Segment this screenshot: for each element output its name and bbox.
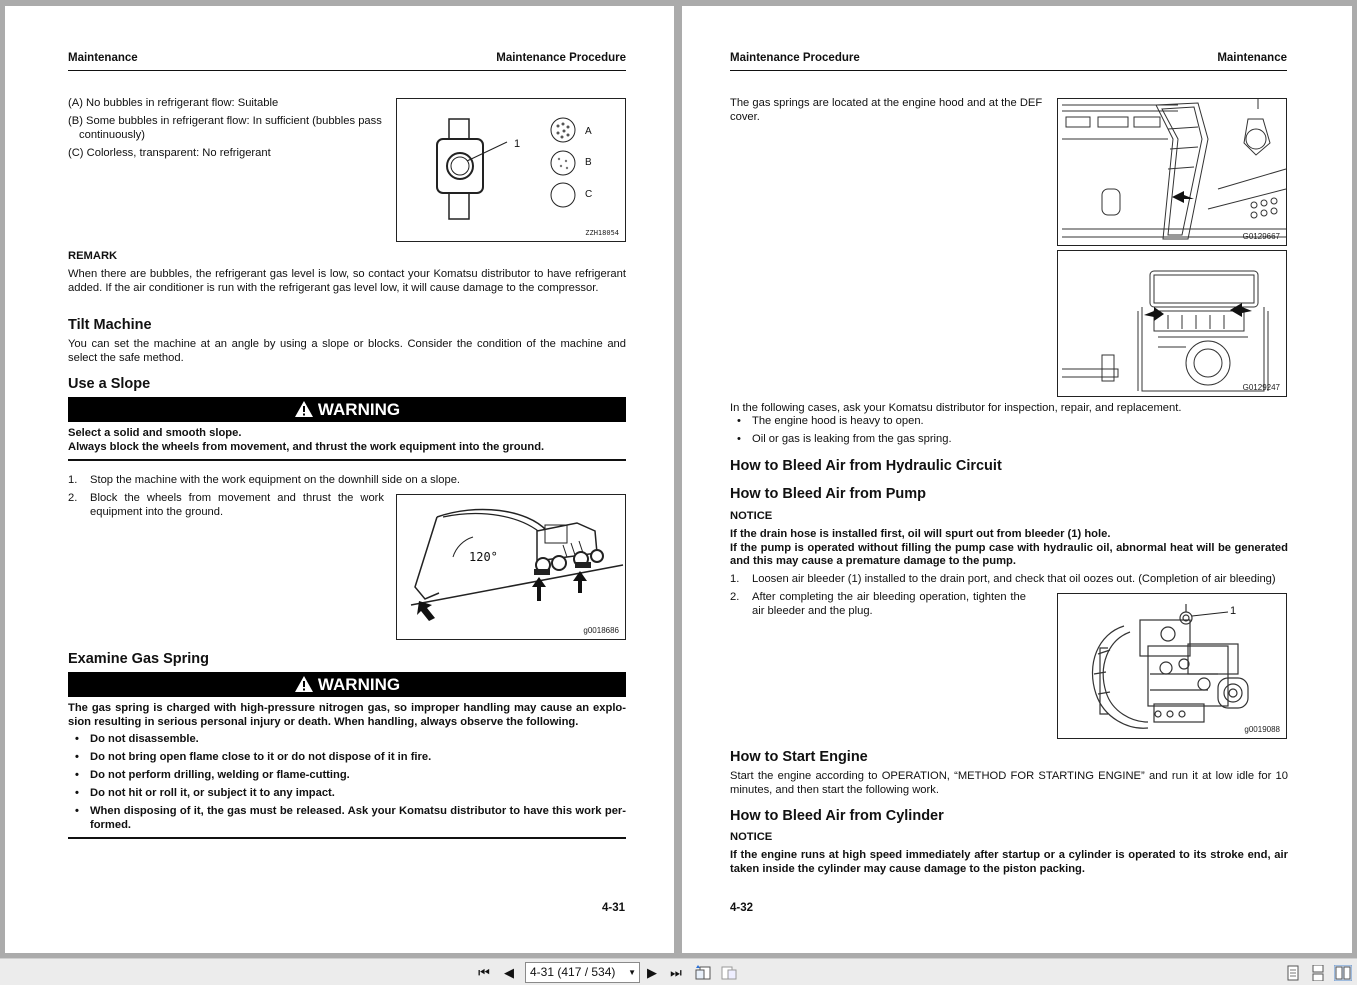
remark-text: When there are bubbles, the refrigerant gas level is low, so contact your Komatsu distributor to have refrigerant added. If the air conditioner is run with the refrigerant gas level low, it will cause damage to the compressor. bbox=[68, 268, 626, 294]
first-page-icon[interactable]: ⏮ bbox=[478, 965, 490, 980]
label-1: 1 bbox=[514, 138, 521, 150]
warning-triangle-icon bbox=[294, 400, 314, 418]
label-c: C bbox=[585, 189, 593, 200]
pump-figure bbox=[1057, 593, 1287, 739]
remark-title: REMARK bbox=[68, 250, 118, 262]
pump-step-2: 2. After completing the air bleeding operation, tighten the air bleeder and the plug. bbox=[730, 591, 1026, 617]
figure-caption: G0129667 bbox=[1242, 232, 1280, 241]
page-header bbox=[68, 52, 626, 71]
gas-bullet-3: • Do not perform drilling, welding or flame-cutting. bbox=[68, 769, 626, 783]
gas-warning-text: The gas spring is charged with high-pressure nitrogen gas, so improper handling may cause an explosion resulting in serious personal injury or death. When handling, always observe the following. bbox=[68, 702, 626, 728]
pump-steps bbox=[730, 573, 1276, 623]
page-number-value: 4-31 (417 / 534) bbox=[530, 965, 616, 979]
gas-bullet-1: • Do not disassemble. bbox=[68, 733, 626, 747]
start-engine-text: Start the engine according to OPERATION, “METHOD FOR STARTING ENGINE” and run it at low idle for 10 minutes, and then start the following work. bbox=[730, 770, 1288, 796]
notice-label: NOTICE bbox=[730, 510, 773, 522]
examine-gas-spring-heading: Examine Gas Spring bbox=[68, 651, 210, 667]
use-slope-heading: Use a Slope bbox=[68, 376, 151, 392]
gas-warning-bar bbox=[68, 672, 626, 697]
pump-notice-1: If the drain hose is installed first, oil will spurt out from bleeder (1) hole. bbox=[730, 528, 1111, 540]
def-cover-figure bbox=[1057, 250, 1287, 397]
page-number: 4-32 bbox=[730, 902, 754, 914]
pump-heading: How to Bleed Air from Pump bbox=[730, 486, 927, 502]
pump-step-1: 1. Loosen air bleeder (1) installed to the drain port, and check that oil oozes out. (Completion of air bleeding) bbox=[730, 573, 1276, 585]
last-page-icon[interactable]: ⏭ bbox=[670, 965, 682, 980]
slope-step-1: 1. Stop the machine with the work equipment on the downhill side on a slope. bbox=[68, 474, 461, 486]
viewer-toolbar bbox=[0, 958, 1357, 985]
page-number: 4-31 bbox=[602, 902, 626, 914]
sight-glass-figure bbox=[396, 98, 626, 242]
single-page-view-icon[interactable] bbox=[1286, 965, 1300, 981]
slope-figure bbox=[396, 494, 626, 640]
page-number-select[interactable] bbox=[525, 962, 640, 983]
gas-bullet-5: • When disposing of it, the gas must be released. Ask your Komatsu distributor to have this work performed. bbox=[68, 805, 626, 832]
figure-caption: ZZH18054 bbox=[585, 229, 619, 237]
angle-label: 120° bbox=[469, 550, 498, 564]
go-forward-view-icon[interactable] bbox=[720, 965, 738, 981]
label-a: A bbox=[585, 126, 592, 137]
slope-step-2: 2. Block the wheels from movement and thrust the work equipment into the ground. bbox=[68, 492, 384, 518]
previous-page-icon[interactable]: ◀ bbox=[504, 965, 514, 980]
cylinder-heading: How to Bleed Air from Cylinder bbox=[730, 808, 944, 824]
continuous-view-icon[interactable] bbox=[1310, 965, 1326, 981]
tilt-machine-text: You can set the machine at an angle by using a slope or blocks. Consider the condition of the machine and select the safe method. bbox=[68, 338, 626, 364]
pump-notice bbox=[730, 528, 1288, 569]
header-right: Maintenance bbox=[1217, 52, 1287, 64]
state-b: (B) Some bubbles in refrigerant flow: In sufficient (bubbles pass bbox=[68, 115, 382, 127]
two-page-view-icon[interactable] bbox=[1334, 965, 1352, 981]
excavator-on-slope-drawing bbox=[397, 495, 625, 639]
slope-warning-bar bbox=[68, 397, 626, 422]
tilt-machine-heading: Tilt Machine bbox=[68, 317, 152, 333]
engine-hood-figure bbox=[1057, 98, 1287, 246]
state-a: (A) No bubbles in refrigerant flow: Suitable bbox=[68, 97, 279, 109]
slope-warning-text bbox=[68, 427, 626, 454]
page-header bbox=[730, 52, 1287, 71]
warning-triangle-icon bbox=[294, 675, 314, 693]
gas-warning-bullets bbox=[68, 733, 626, 837]
header-right: Maintenance Procedure bbox=[496, 52, 626, 64]
slope-steps bbox=[68, 474, 461, 524]
header-left: Maintenance Procedure bbox=[730, 52, 860, 64]
start-engine-heading: How to Start Engine bbox=[730, 749, 868, 765]
header-left: Maintenance bbox=[68, 52, 138, 64]
case-1: • The engine hood is heavy to open. bbox=[730, 415, 1290, 429]
right-page bbox=[682, 6, 1352, 953]
label-1: 1 bbox=[1230, 605, 1237, 617]
state-c: (C) Colorless, transparent: No refrigerant bbox=[68, 146, 271, 159]
warning-label: WARNING bbox=[317, 675, 401, 694]
go-back-view-icon[interactable] bbox=[694, 965, 712, 981]
sight-glass-drawing bbox=[397, 99, 625, 241]
refrigerant-state-list bbox=[68, 97, 393, 160]
label-b: B bbox=[585, 157, 592, 168]
def-cover-drawing bbox=[1058, 251, 1286, 396]
pump-notice-2: If the pump is operated without filling the pump case with hydraulic oil, abnormal heat will be generated and this may cause a premature damage to the pump. bbox=[730, 541, 1288, 567]
cylinder-notice: If the engine runs at high speed immediately after startup or a cylinder is operated to its stroke end, air taken inside the cylinder may cause damage to the piston packing. bbox=[730, 849, 1288, 875]
gas-location-text: The gas springs are located at the engine hood and at the DEF cover. bbox=[730, 97, 1043, 123]
next-page-icon[interactable]: ▶ bbox=[647, 965, 657, 980]
engine-hood-drawing bbox=[1058, 99, 1286, 245]
hydraulic-heading: How to Bleed Air from Hydraulic Circuit bbox=[730, 458, 1002, 474]
figure-caption: g0018686 bbox=[583, 626, 619, 635]
left-page bbox=[5, 6, 674, 953]
slope-warning-line-2: Always block the wheels from movement, and thrust the work equipment into the ground. bbox=[68, 440, 545, 453]
warning-label: WARNING bbox=[317, 400, 401, 419]
warning-end-rule bbox=[68, 459, 626, 461]
slope-warning-line-1: Select a solid and smooth slope. bbox=[68, 427, 242, 439]
state-b-cont: continuously) bbox=[79, 128, 145, 141]
figure-caption: g0019088 bbox=[1244, 725, 1280, 734]
gas-bullet-4: • Do not hit or roll it, or subject it to any impact. bbox=[68, 787, 626, 801]
cases-intro: In the following cases, ask your Komatsu distributor for inspection, repair, and replacement. bbox=[730, 402, 1182, 414]
case-2: • Oil or gas is leaking from the gas spring. bbox=[730, 433, 1290, 447]
chevron-down-icon: ▼ bbox=[628, 968, 636, 977]
warning-end-rule bbox=[68, 837, 626, 839]
figure-caption: G0129247 bbox=[1242, 383, 1280, 392]
cases-list bbox=[730, 415, 1290, 451]
gas-bullet-2: • Do not bring open flame close to it or do not dispose of it in fire. bbox=[68, 751, 626, 765]
hydraulic-pump-drawing bbox=[1058, 594, 1286, 738]
notice-label: NOTICE bbox=[730, 831, 773, 843]
